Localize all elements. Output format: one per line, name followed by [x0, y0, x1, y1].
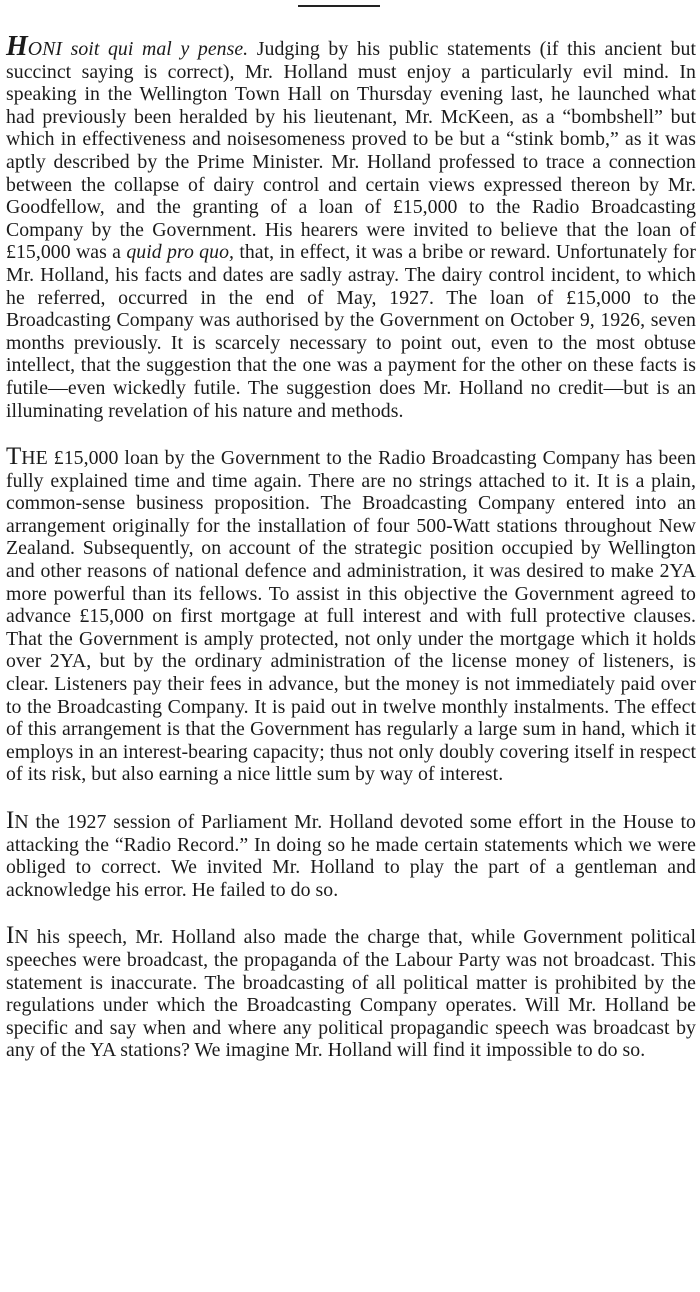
paragraph-lead-letter: H [6, 31, 28, 62]
editorial-column [6, 31, 697, 1062]
paragraph-1927-session [6, 807, 696, 901]
paragraph-text: N the 1927 session of Parliament Mr. Holland devoted some effort in the House to attacking the “Radio Record.” In doing so he made certain statements which we were obliged to correct. We invited Mr. Holland to play the part of a gentleman and acknowledge his error. He failed to do so. [6, 811, 696, 901]
paragraph-lead-letter: I [6, 922, 15, 950]
paragraph-loan-explained [6, 443, 696, 786]
latin-motto: ONI soit qui mal y pense. [27, 38, 249, 60]
paragraph-text: Judging by his public statements (if this ancient but succinct saying is correct), Mr. Holland must enjoy a particularly evil mind. In speaking in the Wellington Town Hall on Thursday evening last, he launched what had previously been heralded by his lieutenant, Mr. McKeen, as a “bombshell” but which in effectiveness and noisesomeness proved to be but a “stink bomb,” as it was aptly described by the Prime Minister. Mr. Holland professed to trace a connection between the collapse of dairy control and certain views expressed thereon by Mr. Goodfellow, and the granting of a loan of £15,000 to the Radio Broadcasting Company by the Government. His hearers were invited to believe that the loan of £15,000 was a [6, 38, 696, 264]
latin-phrase: quid pro quo, [126, 241, 235, 264]
paragraph-lead-letter: T [6, 443, 22, 471]
paragraph-text: HE £15,000 loan by the Government to the Radio Broadcasting Company has been fully explained time and time again. There are no strings attached to it. It is a plain, common-sense business proposition. The Broadcasting Company entered into an arrangement originally for the installation of four 500-Watt stations throughout New Zealand. Subsequently, on account of the strategic position occupied by Wellington and other reasons of national defence and administration, it was desired to make 2YA more powerful than its fellows. To assist in this objective the Government agreed to advance £15,000 on first mortgage at full interest and with full protective clauses. That the Government is amply protected, not only under the mortgage which it holds over 2YA, but by the ordinary administration of the license money of listeners, is clear. Listeners pay their fees in advance, but the money is not immediately paid over to the Broadcasting Company. It is paid out in twelve monthly instalments. The effect of this arrangement is that the Government has regularly a large sum in hand, which it employs in an interest-bearing capacity; thus not only doubly covering itself in respect of its risk, but also earning a nice little sum by way of interest. [6, 447, 696, 786]
paragraph-broadcast-charge [6, 922, 696, 1062]
paragraph-text: that, in effect, it was a bribe or reward. Unfortunately for Mr. Holland, his facts and dates are sadly astray. The dairy control incident, to which he referred, occurred in the end of May, 1927. The loan of £15,000 to the Broadcasting Company was authorised by the Government on October 9, 1926, seven months previously. It is scarcely necessary to point out, even to the most obtuse intellect, that the suggestion that the one was a payment for the other on these facts is futile—even wickedly futile. The suggestion does Mr. Holland no credit—but is an illuminating revelation of his nature and methods. [6, 241, 697, 422]
paragraph-honi-soit [6, 31, 697, 422]
top-rule [298, 5, 380, 7]
paragraph-text: N his speech, Mr. Holland also made the charge that, while Government political speeches were broadcast, the propaganda of the Labour Party was not broadcast. This statement is inaccurate. The broadcasting of all political matter is prohibited by the regulations under which the Broadcasting Company operates. Will Mr. Holland be specific and say when and where any political propagandic speech was broadcast by any of the YA stations? We imagine Mr. Holland will find it impossible to do so. [6, 926, 696, 1062]
paragraph-lead-letter: I [6, 807, 15, 834]
